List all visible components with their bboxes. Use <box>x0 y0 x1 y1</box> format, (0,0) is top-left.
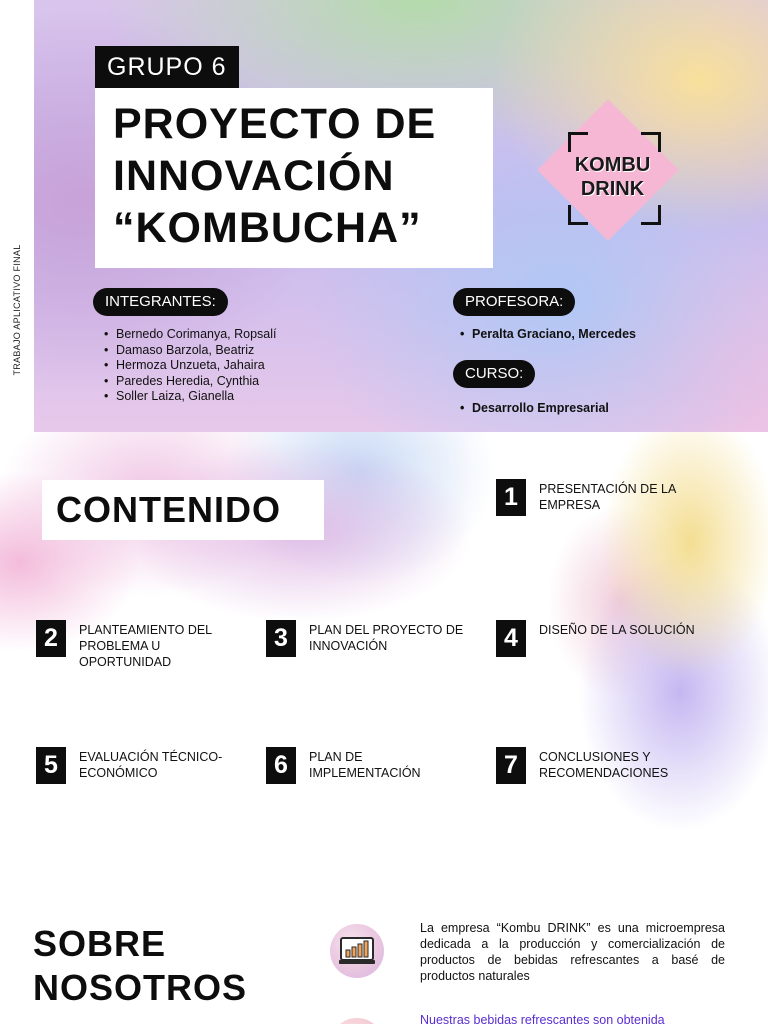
item-label: CONCLUSIONES Y RECOMENDACIONES <box>539 750 669 780</box>
list-item: • Damaso Barzola, Beatriz <box>104 343 277 359</box>
list-item: • Bernedo Corimanya, Ropsalí <box>104 327 277 343</box>
item-label: PLAN DEL PROYECTO DE INNOVACIÓN <box>309 623 464 653</box>
about-title-line-1: SOBRE <box>33 923 167 964</box>
contents-slide <box>0 432 768 864</box>
item-number: 3 <box>266 620 296 657</box>
logo-bracket <box>641 132 661 152</box>
logo-text <box>560 153 665 201</box>
cover-slide <box>0 0 768 432</box>
item-number: 1 <box>496 479 526 516</box>
list-item: • Paredes Heredia, Cynthia <box>104 374 277 390</box>
item-number: 5 <box>36 747 66 784</box>
secondary-icon <box>330 1018 384 1024</box>
item-number: 6 <box>266 747 296 784</box>
item-label: PLANTEAMIENTO DEL PROBLEMA U OPORTUNIDAD <box>79 623 212 669</box>
title-line-1: PROYECTO DE <box>113 100 437 148</box>
item-label: PRESENTACIÓN DE LA EMPRESA <box>539 482 676 512</box>
contents-title: CONTENIDO <box>42 480 324 540</box>
about-title <box>33 922 247 1010</box>
list-item: • Hermoza Unzueta, Jahaira <box>104 358 277 374</box>
chart-growth-icon-svg <box>339 935 375 967</box>
chart-growth-icon <box>330 924 384 978</box>
members-label: INTEGRANTES: <box>93 288 228 316</box>
about-paragraph-2: Nuestras bebidas refrescantes son obtenida <box>420 1013 665 1024</box>
logo-bracket <box>568 132 588 152</box>
list-item: • Desarrollo Empresarial <box>460 401 609 417</box>
title-line-3: “KOMBUCHA” <box>113 204 422 252</box>
members-list <box>104 327 277 405</box>
about-paragraph: La empresa “Kombu DRINK” es una microempresa dedicada a la producción y comercialización de productos de bebidas refrescantes a basé de productos naturales <box>420 921 725 983</box>
logo-line-2: DRINK <box>580 178 645 200</box>
list-item: • Soller Laiza, Gianella <box>104 389 277 405</box>
logo-line-1: KOMBU <box>574 154 651 176</box>
item-number: 7 <box>496 747 526 784</box>
list-item: • Peralta Graciano, Mercedes <box>460 327 636 343</box>
about-title-line-2: NOSOTROS <box>33 967 248 1008</box>
project-title <box>95 88 493 268</box>
side-label: TRABAJO APLICATIVO FINAL <box>12 244 22 376</box>
logo-bracket <box>641 205 661 225</box>
logo-bracket <box>568 205 588 225</box>
item-label: DISEÑO DE LA SOLUCIÓN <box>539 623 695 637</box>
course-list <box>460 401 609 417</box>
item-label: EVALUACIÓN TÉCNICO-ECONÓMICO <box>79 750 223 780</box>
item-number: 4 <box>496 620 526 657</box>
about-slide <box>0 864 768 1024</box>
teacher-label: PROFESORA: <box>453 288 575 316</box>
kombu-drink-logo <box>540 105 690 250</box>
side-strip <box>0 0 34 432</box>
item-number: 2 <box>36 620 66 657</box>
teacher-list <box>460 327 636 343</box>
course-label: CURSO: <box>453 360 535 388</box>
group-badge: GRUPO 6 <box>95 46 239 88</box>
item-label: PLAN DE IMPLEMENTACIÓN <box>309 750 421 780</box>
title-line-2: INNOVACIÓN <box>113 152 395 200</box>
